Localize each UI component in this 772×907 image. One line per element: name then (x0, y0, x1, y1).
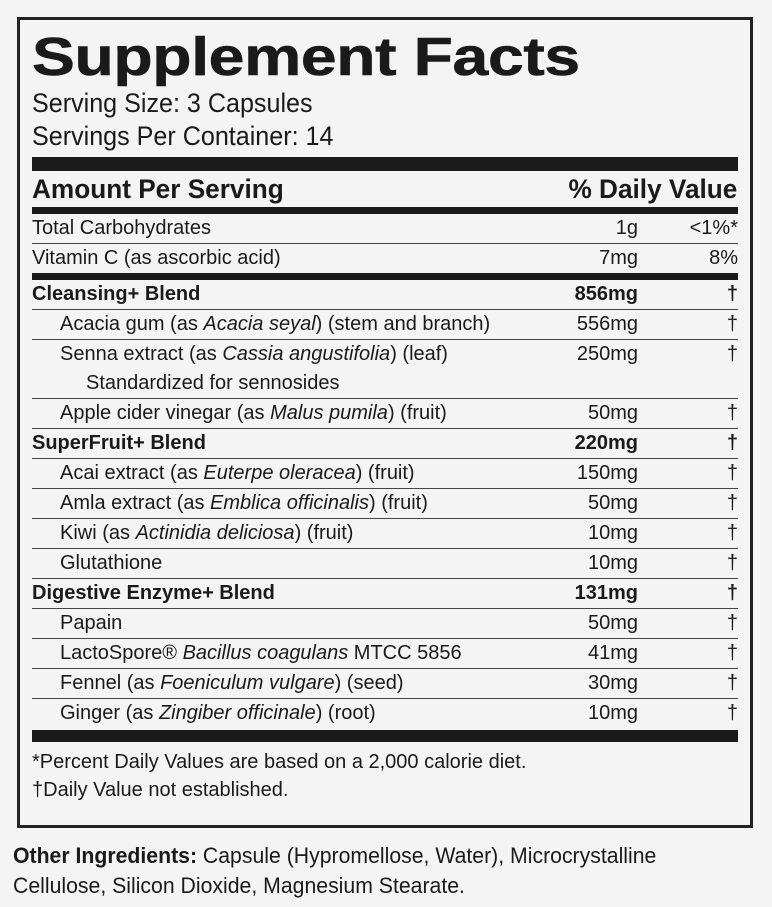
ingredient-name: Glutathione (60, 552, 163, 574)
ingredient-name: Acacia gum (as Acacia seyal) (stem and branch) (60, 313, 491, 335)
amount-per-serving-header: Amount Per Serving (32, 173, 284, 204)
blend-amount: 856mg (574, 283, 638, 305)
ingredient-amount: 50mg (587, 612, 638, 634)
ingredient-dv: † (726, 313, 738, 335)
blend-name: Cleansing+ Blend (32, 283, 201, 305)
ingredient-dv: † (726, 343, 738, 365)
panel-title: Supplement Facts (32, 27, 580, 87)
ingredient-row (32, 518, 738, 548)
ingredient-note-row (32, 369, 738, 398)
ingredient-row (32, 488, 738, 518)
ingredient-dv: † (726, 492, 738, 514)
nutrient-amount: 1g (615, 217, 638, 239)
ingredient-row (32, 309, 738, 339)
blend-dv: † (726, 582, 738, 604)
servings-per-container: Servings Per Container: 14 (32, 121, 334, 151)
ingredient-name: Papain (60, 612, 123, 634)
blend-row (32, 428, 738, 458)
ingredient-amount: 556mg (576, 313, 638, 335)
nutrient-name: Total Carbohydrates (32, 217, 211, 239)
daily-value-header: % Daily Value (568, 173, 738, 204)
thick-divider (32, 730, 738, 742)
ingredient-name: Senna extract (as Cassia angustifolia) (leaf) (60, 343, 448, 365)
footnotes (32, 748, 738, 804)
other-ingredients (13, 841, 737, 901)
ingredient-amount: 10mg (587, 552, 638, 574)
blend-name: SuperFruit+ Blend (32, 432, 206, 454)
medium-divider (32, 273, 738, 280)
ingredient-dv: † (726, 522, 738, 544)
ingredient-dv: † (726, 642, 738, 664)
ingredient-dv: † (726, 462, 738, 484)
ingredient-row (32, 458, 738, 488)
blend-dv: † (726, 432, 738, 454)
ingredient-amount: 10mg (587, 522, 638, 544)
ingredient-name: Amla extract (as Emblica officinalis) (fruit) (60, 492, 428, 514)
ingredient-row (32, 638, 738, 668)
ingredient-amount: 50mg (587, 492, 638, 514)
ingredient-amount: 150mg (576, 462, 638, 484)
ingredient-amount: 50mg (587, 402, 638, 424)
daily-value-not-established-note: †Daily Value not established. (32, 779, 289, 801)
percent-daily-value-note: *Percent Daily Values are based on a 2,000 calorie diet. (32, 751, 527, 773)
thick-divider (32, 157, 738, 171)
ingredient-note: Standardized for sennosides (86, 372, 340, 394)
medium-divider (32, 207, 738, 214)
blend-row (32, 578, 738, 608)
ingredient-name: LactoSpore® Bacillus coagulans MTCC 5856 (60, 642, 462, 664)
ingredient-name: Apple cider vinegar (as Malus pumila) (fruit) (60, 402, 447, 424)
other-ingredients-label: Other Ingredients: (13, 843, 198, 868)
ingredient-row (32, 608, 738, 638)
ingredient-dv: † (726, 552, 738, 574)
nutrient-dv: <1%* (689, 217, 738, 239)
ingredient-name: Fennel (as Foeniculum vulgare) (seed) (60, 672, 404, 694)
blend-name: Digestive Enzyme+ Blend (32, 582, 275, 604)
blend-amount: 220mg (574, 432, 638, 454)
ingredient-amount: 30mg (587, 672, 638, 694)
ingredient-row (32, 339, 738, 369)
blend-row (32, 280, 738, 309)
nutrient-name: Vitamin C (as ascorbic acid) (32, 247, 281, 269)
ingredient-dv: † (726, 702, 738, 724)
supplement-facts-panel (17, 17, 753, 828)
blend-amount: 131mg (574, 582, 638, 604)
ingredient-row (32, 398, 738, 428)
ingredient-row (32, 698, 738, 728)
ingredient-amount: 41mg (587, 642, 638, 664)
nutrient-row (32, 243, 738, 273)
column-header-row (32, 171, 737, 207)
ingredient-name: Kiwi (as Actinidia deliciosa) (fruit) (60, 522, 354, 544)
ingredient-dv: † (726, 402, 738, 424)
ingredient-row (32, 548, 738, 578)
serving-size: Serving Size: 3 Capsules (32, 88, 313, 118)
ingredient-amount: 250mg (576, 343, 638, 365)
nutrient-amount: 7mg (599, 247, 638, 269)
other-ingredients-text: Capsule (Hypromellose, Water), Microcrystalline Cellulose, Silicon Dioxide, Magnesium Stearate. (13, 843, 657, 898)
ingredient-dv: † (726, 612, 738, 634)
nutrient-dv: 8% (709, 247, 738, 269)
ingredient-name: Acai extract (as Euterpe oleracea) (fruit) (60, 462, 415, 484)
blend-dv: † (726, 283, 738, 305)
ingredient-name: Ginger (as Zingiber officinale) (root) (60, 702, 376, 724)
nutrient-row (32, 214, 738, 243)
ingredient-row (32, 668, 738, 698)
ingredient-amount: 10mg (587, 702, 638, 724)
ingredient-dv: † (726, 672, 738, 694)
